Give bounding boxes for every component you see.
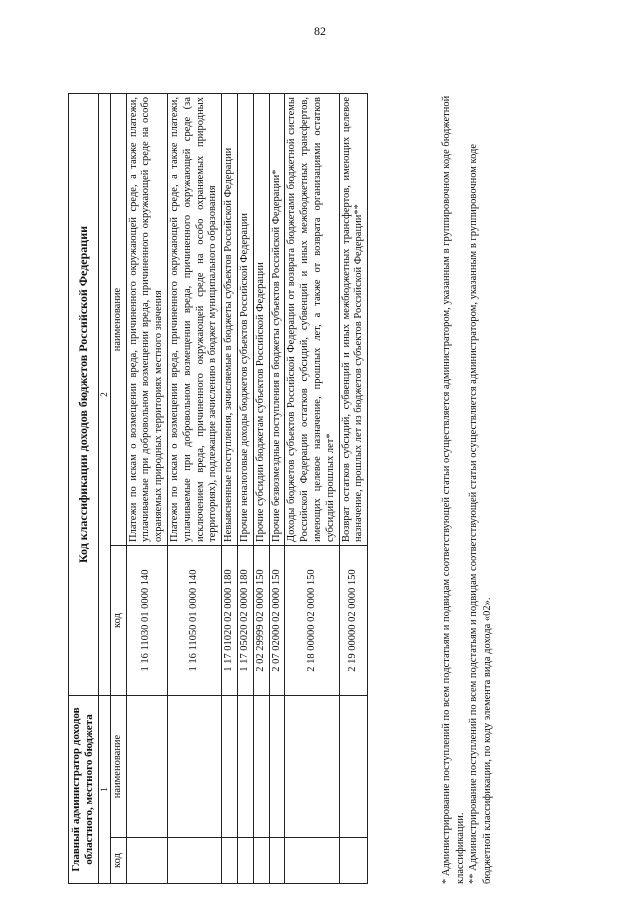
table-row <box>126 94 167 884</box>
table-header-row-1 <box>69 94 99 884</box>
column-number-2: 2 <box>98 94 110 696</box>
footnotes <box>440 94 495 884</box>
admin-name-cell <box>253 696 269 838</box>
col-class-name: наименование <box>110 94 126 546</box>
table-header-row-4 <box>110 94 126 884</box>
col-admin-code: код <box>110 838 126 884</box>
table-row <box>253 94 269 884</box>
class-code-cell: 1 17 05020 02 0000 180 <box>237 546 253 696</box>
class-name-cell: Платежи по искам о возмещении вреда, причиненного окружающей среде, а также платежи, уплачиваемые при добровольном возмещении вреда, причиненного окружающей среде (за исключением вреда, причиненного окружающей среде на особо охраняемых природных территориях), подлежащие зачислению в бюджет муниципального образования <box>167 94 221 546</box>
class-code-cell: 1 16 11030 01 0000 140 <box>126 546 167 696</box>
admin-code-cell <box>237 838 253 884</box>
admin-code-cell <box>167 838 221 884</box>
admin-name-cell <box>126 696 167 838</box>
class-name-cell: Прочие субсидии бюджетам субъектов Российской Федерации <box>253 94 269 546</box>
col-class-code: код <box>110 546 126 696</box>
col-admin-name: наименование <box>110 696 126 838</box>
admin-name-cell <box>237 696 253 838</box>
class-name-cell: Возврат остатков субсидий, субвенций и иных межбюджетных трансфертов, имеющих целевое назначение, прошлых лет из бюджетов субъектов Российской Федерации** <box>339 94 368 546</box>
admin-name-cell <box>167 696 221 838</box>
admin-code-cell <box>253 838 269 884</box>
class-name-cell: Прочие безвозмездные поступления в бюджеты субъектов Российской Федерации* <box>269 94 285 546</box>
class-code-cell: 2 02 29999 02 0000 150 <box>253 546 269 696</box>
class-name-cell: Прочие неналоговые доходы бюджетов субъектов Российской Федерации <box>237 94 253 546</box>
admin-code-cell <box>285 838 339 884</box>
class-code-cell: 2 19 00000 02 0000 150 <box>339 546 368 696</box>
revenue-classification-table <box>68 93 368 884</box>
class-code-cell: 1 16 11050 01 0000 140 <box>167 546 221 696</box>
classification-header: Код классификации доходов бюджетов Российской Федерации <box>69 94 99 696</box>
admin-header: Главный администратор доходов областного, местного бюджета <box>69 696 99 884</box>
page-number: 82 <box>314 24 326 38</box>
class-name-cell: Платежи по искам о возмещении вреда, причиненного окружающей среде, а также платежи, уплачиваемые при добровольном возмещении вреда, причиненного окружающей среде на особо охраняемых природных территориях местного значения <box>126 94 167 546</box>
table-row <box>237 94 253 884</box>
table-row <box>167 94 221 884</box>
footnote-2: ** Администрирование поступлений по всем подстатьям и подвидам соответствующей статьи осуществляется администратором, указанным в группировочном коде бюджетной классификации, по коду элемента вида дохода «02». <box>468 143 493 884</box>
table-row <box>222 94 238 884</box>
admin-name-cell <box>269 696 285 838</box>
admin-name-cell <box>285 696 339 838</box>
admin-name-cell <box>339 696 368 838</box>
class-code-cell: 1 17 01020 02 0000 180 <box>222 546 238 696</box>
table-row <box>285 94 339 884</box>
footnote-1: * Администрирование поступлений по всем подстатьям и подвидам соответствующей статьи осуществляется администратором, указанным в группировочном коде бюджетной классификации. <box>441 95 466 884</box>
class-name-cell: Доходы бюджетов субъектов Российской Федерации от возврата бюджетами бюджетной системы Российской Федерации остатков субсидий, субвенций и иных межбюджетных трансфертов, имеющих целевое назначение, прошлых лет, а также от возврата организациями остатков субсидий прошлых лет* <box>285 94 339 546</box>
table-header-row-3 <box>98 94 110 884</box>
table-row <box>339 94 368 884</box>
admin-code-cell <box>269 838 285 884</box>
rotated-page-content <box>24 24 624 884</box>
column-number-1: 1 <box>98 696 110 884</box>
admin-code-cell <box>126 838 167 884</box>
class-name-cell: Невыясненные поступления, зачисляемые в бюджеты субъектов Российской Федерации <box>222 94 238 546</box>
admin-code-cell <box>222 838 238 884</box>
admin-code-cell <box>339 838 368 884</box>
class-code-cell: 2 07 02000 02 0000 150 <box>269 546 285 696</box>
class-code-cell: 2 18 00000 02 0000 150 <box>285 546 339 696</box>
table-row <box>269 94 285 884</box>
admin-name-cell <box>222 696 238 838</box>
